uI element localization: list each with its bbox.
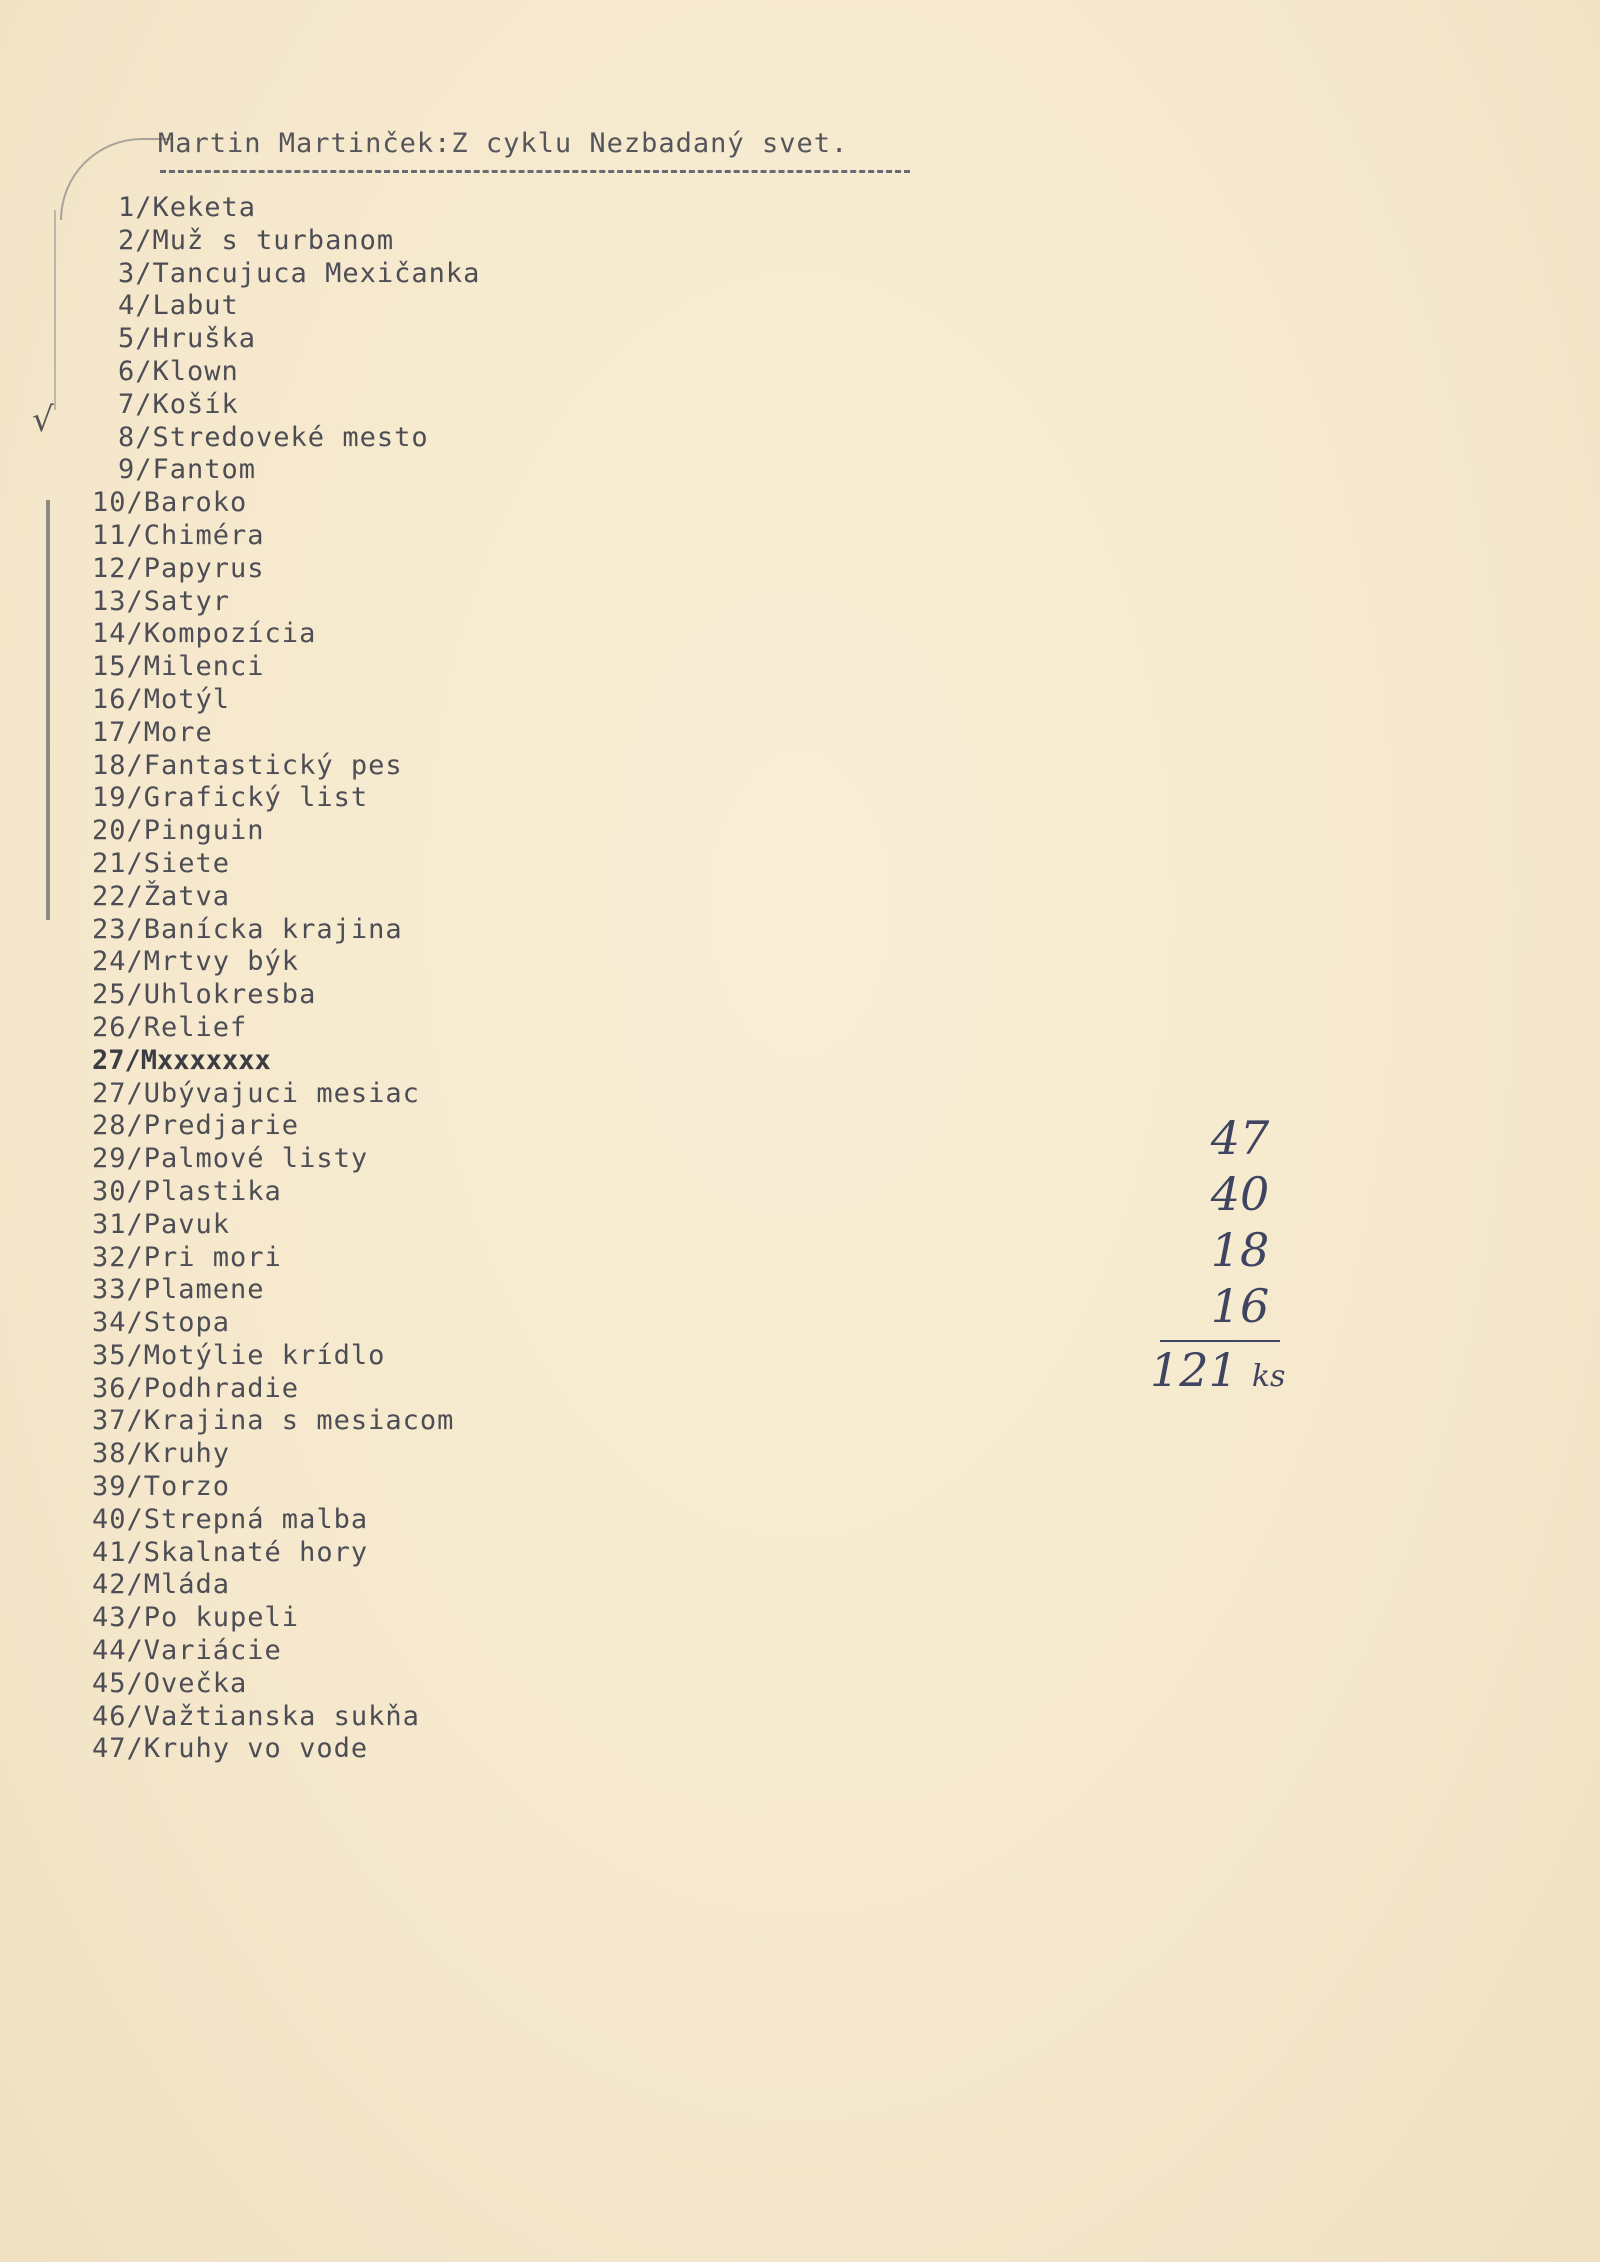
list-item: 41/Skalnaté hory — [92, 1536, 369, 1568]
list-item: 12/Papyrus — [92, 552, 265, 584]
list-item: 35/Motýlie krídlo — [92, 1339, 386, 1371]
list-item: 2/Muž s turbanom — [118, 224, 395, 256]
tally-total — [1150, 1342, 1340, 1405]
list-item: 39/Torzo — [92, 1471, 231, 1503]
list-item: 21/Siete — [92, 847, 231, 879]
list-item: 30/Plastika — [92, 1175, 282, 1207]
list-item: 10/Baroko — [92, 487, 248, 519]
list-item: 43/Po kupeli — [92, 1602, 300, 1634]
artwork-list — [92, 192, 480, 1766]
tally-unit: ks — [1251, 1359, 1286, 1394]
list-item: 16/Motýl — [92, 683, 231, 715]
list-item: 24/Mrtvy býk — [92, 946, 300, 978]
list-item: 23/Banícka krajina — [92, 913, 403, 945]
handwritten-tally — [1140, 1110, 1340, 1405]
tally-number: 40 — [1210, 1167, 1270, 1221]
pencil-bracket-mark — [46, 500, 60, 920]
tally-number: 47 — [1210, 1111, 1270, 1165]
list-item: 1/Keketa — [118, 192, 257, 223]
document-title: Martin Martinček:Z cyklu Nezbadaný svet. — [158, 128, 849, 159]
list-item: 42/Mláda — [92, 1569, 231, 1601]
list-item: 46/Važtianska sukňa — [92, 1700, 420, 1732]
list-item: 27/Mxxxxxxx — [92, 1044, 271, 1076]
list-item: 47/Kruhy vo vode — [92, 1733, 369, 1765]
list-item: 11/Chiméra — [92, 519, 265, 551]
list-item: 13/Satyr — [92, 585, 231, 617]
tally-number: 18 — [1210, 1223, 1270, 1277]
list-item: 32/Pri mori — [92, 1241, 282, 1273]
list-item: 20/Pinguin — [92, 815, 265, 847]
list-item: 34/Stopa — [92, 1307, 231, 1339]
list-item: 6/Klown — [118, 355, 239, 387]
list-item: 3/Tancujuca Mexičanka — [118, 257, 481, 289]
list-item: 5/Hruška — [118, 323, 257, 355]
tally-total-value: 121 — [1150, 1343, 1238, 1397]
list-item: 31/Pavuk — [92, 1208, 231, 1240]
checkmark-icon: √ — [32, 400, 54, 440]
dashed-rule — [160, 170, 910, 173]
list-item: 38/Kruhy — [92, 1438, 231, 1470]
tally-number: 16 — [1210, 1279, 1270, 1333]
pencil-margin-line — [54, 210, 56, 410]
list-item: 29/Palmové listy — [92, 1143, 369, 1175]
list-item: 8/Stredoveké mesto — [118, 421, 429, 453]
list-item: 27/Ubývajuci mesiac — [92, 1077, 420, 1109]
list-item: 15/Milenci — [92, 651, 265, 683]
list-item: 33/Plamene — [92, 1274, 265, 1306]
list-item: 44/Variácie — [92, 1635, 282, 1667]
list-item: 18/Fantastický pes — [92, 749, 403, 781]
list-item: 7/Košík — [118, 388, 239, 420]
list-item: 9/Fantom — [118, 454, 257, 486]
list-item: 28/Predjarie — [92, 1110, 300, 1142]
list-item: 45/Ovečka — [92, 1667, 248, 1699]
list-item: 25/Uhlokresba — [92, 979, 317, 1011]
list-item: 40/Strepná malba — [92, 1503, 369, 1535]
list-item: 26/Relief — [92, 1011, 248, 1043]
list-item: 36/Podhradie — [92, 1372, 300, 1404]
list-item: 22/Žatva — [92, 880, 231, 912]
list-item: 4/Labut — [118, 290, 239, 322]
list-item: 14/Kompozícia — [92, 618, 317, 650]
list-item: 19/Grafický list — [92, 782, 369, 814]
list-item: 37/Krajina s mesiacom — [92, 1405, 455, 1437]
list-item: 17/More — [92, 716, 213, 748]
